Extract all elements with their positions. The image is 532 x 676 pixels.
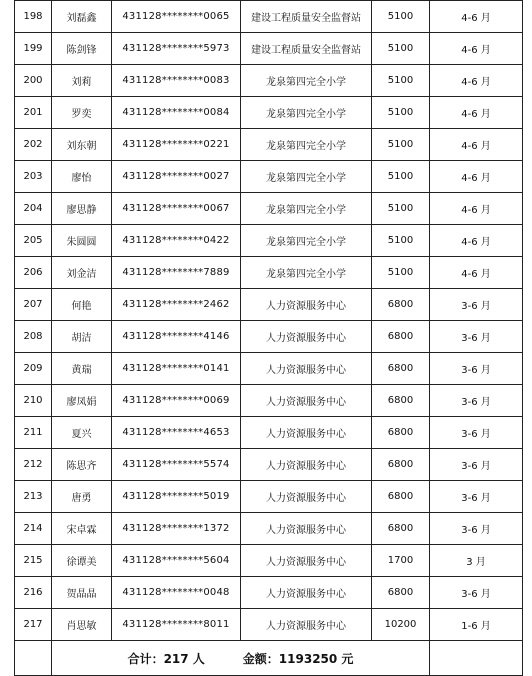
person-name: 陈思齐 xyxy=(52,449,112,481)
subsidy-amount: 1700 xyxy=(372,545,430,577)
work-unit: 人力资源服务中心 xyxy=(241,385,372,417)
person-name: 朱圆圆 xyxy=(52,225,112,257)
row-number: 205 xyxy=(15,225,52,257)
subsidy-amount: 6800 xyxy=(372,289,430,321)
roster-body xyxy=(15,1,523,676)
row-number: 199 xyxy=(15,33,52,65)
work-unit: 龙泉第四完全小学 xyxy=(241,225,372,257)
work-unit: 龙泉第四完全小学 xyxy=(241,129,372,161)
row-number: 212 xyxy=(15,449,52,481)
row-number: 211 xyxy=(15,417,52,449)
row-number: 217 xyxy=(15,609,52,641)
subsidy-amount: 5100 xyxy=(372,193,430,225)
work-unit: 建设工程质量安全监督站 xyxy=(241,1,372,33)
table-row xyxy=(15,545,523,577)
subsidy-amount: 5100 xyxy=(372,257,430,289)
subsidy-period: 3 月 xyxy=(430,545,523,577)
summary-blank-cell xyxy=(15,641,52,676)
subsidy-period: 4-6 月 xyxy=(430,65,523,97)
table-row xyxy=(15,481,523,513)
person-name: 廖怡 xyxy=(52,161,112,193)
person-name: 唐勇 xyxy=(52,481,112,513)
person-name: 黄瑞 xyxy=(52,353,112,385)
id-number: 431128********7889 xyxy=(112,257,241,289)
id-number: 431128********0141 xyxy=(112,353,241,385)
row-number: 200 xyxy=(15,65,52,97)
work-unit: 人力资源服务中心 xyxy=(241,577,372,609)
id-number: 431128********5019 xyxy=(112,481,241,513)
subsidy-amount: 6800 xyxy=(372,417,430,449)
work-unit: 龙泉第四完全小学 xyxy=(241,97,372,129)
subsidy-period: 4-6 月 xyxy=(430,161,523,193)
subsidy-amount: 6800 xyxy=(372,513,430,545)
row-number: 208 xyxy=(15,321,52,353)
id-number: 431128********0048 xyxy=(112,577,241,609)
person-name: 刘莉 xyxy=(52,65,112,97)
row-number: 210 xyxy=(15,385,52,417)
subsidy-amount: 6800 xyxy=(372,449,430,481)
person-name: 刘东朝 xyxy=(52,129,112,161)
subsidy-period: 3-6 月 xyxy=(430,577,523,609)
subsidy-amount: 5100 xyxy=(372,65,430,97)
person-name: 肖思敏 xyxy=(52,609,112,641)
subsidy-period: 3-6 月 xyxy=(430,289,523,321)
person-name: 夏兴 xyxy=(52,417,112,449)
person-name: 陈剑锋 xyxy=(52,33,112,65)
work-unit: 人力资源服务中心 xyxy=(241,353,372,385)
subsidy-amount: 5100 xyxy=(372,33,430,65)
work-unit: 人力资源服务中心 xyxy=(241,545,372,577)
table-row xyxy=(15,257,523,289)
subsidy-period: 4-6 月 xyxy=(430,129,523,161)
subsidy-period: 1-6 月 xyxy=(430,609,523,641)
subsidy-period: 3-6 月 xyxy=(430,481,523,513)
id-number: 431128********8011 xyxy=(112,609,241,641)
table-row xyxy=(15,161,523,193)
row-number: 216 xyxy=(15,577,52,609)
summary-cell xyxy=(52,641,430,676)
table-row xyxy=(15,513,523,545)
subsidy-amount: 5100 xyxy=(372,225,430,257)
subsidy-period: 3-6 月 xyxy=(430,417,523,449)
work-unit: 人力资源服务中心 xyxy=(241,481,372,513)
table-row xyxy=(15,449,523,481)
id-number: 431128********4146 xyxy=(112,321,241,353)
id-number: 431128********5574 xyxy=(112,449,241,481)
subsidy-period: 3-6 月 xyxy=(430,449,523,481)
work-unit: 龙泉第四完全小学 xyxy=(241,193,372,225)
summary-blank-cell xyxy=(430,641,523,676)
table-row xyxy=(15,353,523,385)
person-name: 廖凤娟 xyxy=(52,385,112,417)
subsidy-amount: 5100 xyxy=(372,97,430,129)
person-name: 胡洁 xyxy=(52,321,112,353)
work-unit: 人力资源服务中心 xyxy=(241,289,372,321)
subsidy-amount: 5100 xyxy=(372,129,430,161)
person-name: 刘磊鑫 xyxy=(52,1,112,33)
subsidy-period: 3-6 月 xyxy=(430,513,523,545)
id-number: 431128********0069 xyxy=(112,385,241,417)
table-row xyxy=(15,33,523,65)
table-row xyxy=(15,193,523,225)
row-number: 206 xyxy=(15,257,52,289)
table-row xyxy=(15,65,523,97)
person-name: 贺晶晶 xyxy=(52,577,112,609)
subsidy-amount: 5100 xyxy=(372,161,430,193)
row-number: 215 xyxy=(15,545,52,577)
row-number: 203 xyxy=(15,161,52,193)
person-name: 罗奕 xyxy=(52,97,112,129)
subsidy-amount: 6800 xyxy=(372,321,430,353)
subsidy-period: 4-6 月 xyxy=(430,97,523,129)
subsidy-period: 3-6 月 xyxy=(430,353,523,385)
subsidy-amount: 6800 xyxy=(372,353,430,385)
id-number: 431128********1372 xyxy=(112,513,241,545)
person-name: 何艳 xyxy=(52,289,112,321)
id-number: 431128********5604 xyxy=(112,545,241,577)
work-unit: 人力资源服务中心 xyxy=(241,609,372,641)
subsidy-amount: 5100 xyxy=(372,1,430,33)
row-number: 209 xyxy=(15,353,52,385)
table-row xyxy=(15,225,523,257)
person-name: 宋卓霖 xyxy=(52,513,112,545)
table-row xyxy=(15,129,523,161)
work-unit: 人力资源服务中心 xyxy=(241,513,372,545)
work-unit: 建设工程质量安全监督站 xyxy=(241,33,372,65)
row-number: 198 xyxy=(15,1,52,33)
person-name: 刘金洁 xyxy=(52,257,112,289)
table-row xyxy=(15,417,523,449)
work-unit: 人力资源服务中心 xyxy=(241,321,372,353)
subsidy-amount: 6800 xyxy=(372,577,430,609)
work-unit: 龙泉第四完全小学 xyxy=(241,65,372,97)
id-number: 431128********0083 xyxy=(112,65,241,97)
row-number: 204 xyxy=(15,193,52,225)
row-number: 207 xyxy=(15,289,52,321)
id-number: 431128********5973 xyxy=(112,33,241,65)
summary-row xyxy=(15,641,523,676)
person-name: 廖思静 xyxy=(52,193,112,225)
table-row xyxy=(15,97,523,129)
subsidy-period: 4-6 月 xyxy=(430,257,523,289)
id-number: 431128********2462 xyxy=(112,289,241,321)
id-number: 431128********0221 xyxy=(112,129,241,161)
subsidy-period: 3-6 月 xyxy=(430,321,523,353)
subsidy-roster-table xyxy=(14,0,523,676)
table-row xyxy=(15,289,523,321)
work-unit: 人力资源服务中心 xyxy=(241,417,372,449)
id-number: 431128********0084 xyxy=(112,97,241,129)
row-number: 214 xyxy=(15,513,52,545)
id-number: 431128********0027 xyxy=(112,161,241,193)
row-number: 201 xyxy=(15,97,52,129)
subsidy-amount: 6800 xyxy=(372,481,430,513)
subsidy-period: 3-6 月 xyxy=(430,385,523,417)
subsidy-amount: 10200 xyxy=(372,609,430,641)
id-number: 431128********0422 xyxy=(112,225,241,257)
subsidy-period: 4-6 月 xyxy=(430,193,523,225)
id-number: 431128********0067 xyxy=(112,193,241,225)
total-people: 合计：217 人 xyxy=(127,651,205,666)
subsidy-period: 4-6 月 xyxy=(430,225,523,257)
subsidy-period: 4-6 月 xyxy=(430,33,523,65)
subsidy-amount: 6800 xyxy=(372,385,430,417)
table-row xyxy=(15,385,523,417)
table-row xyxy=(15,1,523,33)
row-number: 202 xyxy=(15,129,52,161)
work-unit: 龙泉第四完全小学 xyxy=(241,161,372,193)
work-unit: 人力资源服务中心 xyxy=(241,449,372,481)
table-row xyxy=(15,321,523,353)
table-row xyxy=(15,609,523,641)
subsidy-period: 4-6 月 xyxy=(430,1,523,33)
row-number: 213 xyxy=(15,481,52,513)
work-unit: 龙泉第四完全小学 xyxy=(241,257,372,289)
table-row xyxy=(15,577,523,609)
total-amount: 金额：1193250 元 xyxy=(242,651,354,666)
id-number: 431128********0065 xyxy=(112,1,241,33)
person-name: 徐谭美 xyxy=(52,545,112,577)
id-number: 431128********4653 xyxy=(112,417,241,449)
